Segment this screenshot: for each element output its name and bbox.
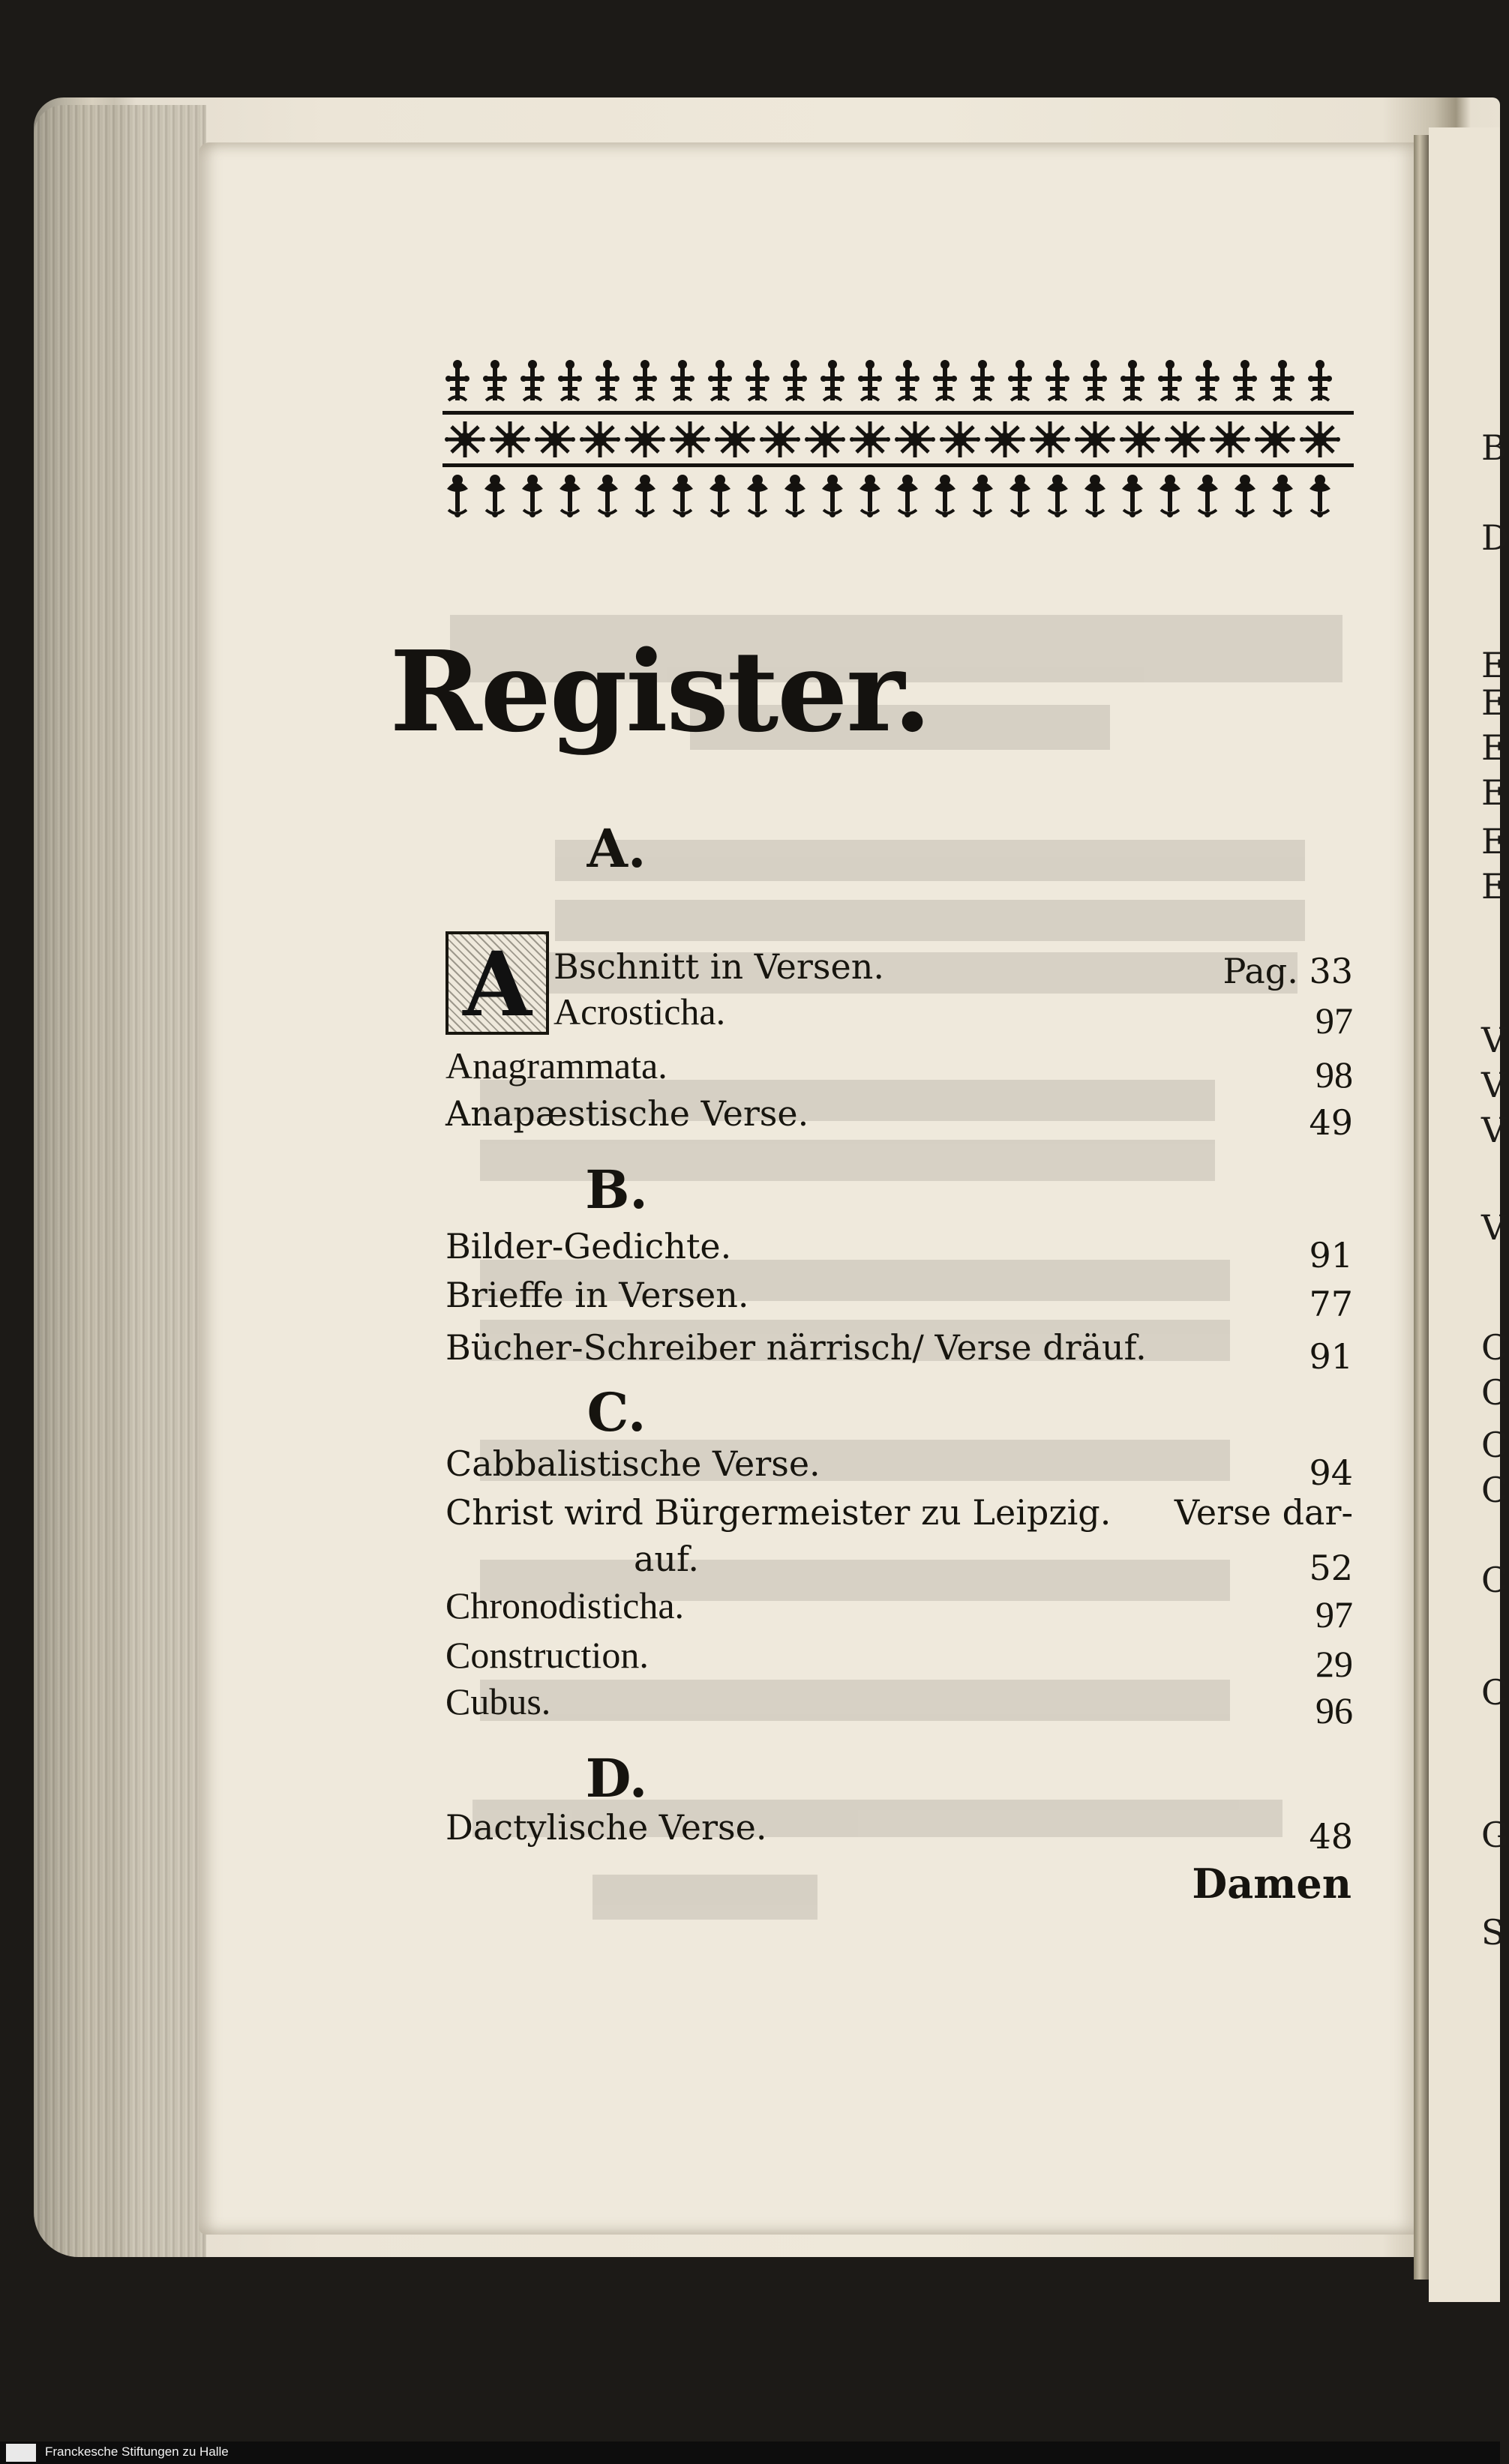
entry-text: Bücher-Schreiber närrisch/ Verse dräuf.: [446, 1327, 1147, 1368]
entry-page: Pag. 33: [1222, 951, 1353, 991]
index-entry: [554, 990, 1353, 1042]
entry-page: 97: [1316, 1593, 1353, 1635]
entry-text: Bilder-Gedichte.: [446, 1226, 732, 1266]
entry-text: Acrosticha.: [554, 991, 726, 1033]
index-entry: [446, 1443, 1353, 1493]
index-entry: [446, 1226, 1353, 1275]
entry-text: Chronodisticha.: [446, 1584, 685, 1626]
entry-page: 91: [1309, 1235, 1353, 1275]
dropcap-initial: A: [446, 931, 549, 1035]
index-entry: [446, 1093, 1353, 1143]
footer-bar: [0, 2442, 1500, 2464]
entry-page: 91: [1309, 1336, 1353, 1377]
entry-page: 49: [1309, 1102, 1353, 1143]
facing-page-edge: B D E E E E E E V V V V C C C C C C G S: [1429, 127, 1500, 2302]
index-entry: [446, 1680, 1353, 1731]
section-letter-a: A.: [586, 817, 646, 880]
entry-text: Anapæstische Verse.: [446, 1093, 809, 1134]
entry-text: Anagrammata.: [446, 1045, 668, 1087]
entry-text: Christ wird Bürgermeister zu Leipzig.: [446, 1492, 1112, 1533]
index-entry: [446, 1807, 1353, 1857]
entry-page: 48: [1309, 1816, 1353, 1857]
entry-text: Cubus.: [446, 1680, 551, 1722]
footer-credit: Franckesche Stiftungen zu Halle: [45, 2445, 229, 2459]
index-entry: [554, 946, 1353, 991]
decorative-headpiece: [442, 343, 1354, 535]
entry-continuation: Verse dar-: [1174, 1492, 1353, 1533]
entry-text: auf.: [634, 1539, 700, 1579]
index-entry: [446, 1492, 1353, 1537]
section-letter-d: D.: [585, 1747, 648, 1809]
section-letter-c: C.: [586, 1381, 646, 1443]
entry-page: 98: [1316, 1054, 1353, 1096]
institution-logo-icon: [6, 2444, 36, 2462]
entry-page: 77: [1309, 1284, 1353, 1324]
entry-page: 94: [1309, 1452, 1353, 1493]
entry-page: 29: [1316, 1643, 1353, 1685]
entry-page: 96: [1316, 1689, 1353, 1731]
entry-text: Bschnitt in Versen.: [554, 946, 884, 987]
section-letter-b: B.: [585, 1159, 648, 1221]
index-entry: [446, 1633, 1353, 1685]
index-entry: [446, 1584, 1353, 1635]
entry-text: Brieffe in Versen.: [446, 1275, 749, 1315]
index-entry: [634, 1539, 1353, 1588]
entry-page: 52: [1309, 1548, 1353, 1588]
entry-page: 97: [1316, 1000, 1353, 1042]
entry-text: Cabbalistische Verse.: [446, 1443, 820, 1484]
catchword: Damen: [1192, 1860, 1352, 1908]
page-title: Register.: [389, 626, 931, 757]
index-entry: [446, 1044, 1353, 1096]
entry-text: Construction.: [446, 1634, 649, 1676]
index-entry: [446, 1327, 1353, 1377]
book-gutter: [1414, 135, 1429, 2280]
index-entry: [446, 1275, 1353, 1324]
entry-text: Dactylische Verse.: [446, 1807, 767, 1848]
